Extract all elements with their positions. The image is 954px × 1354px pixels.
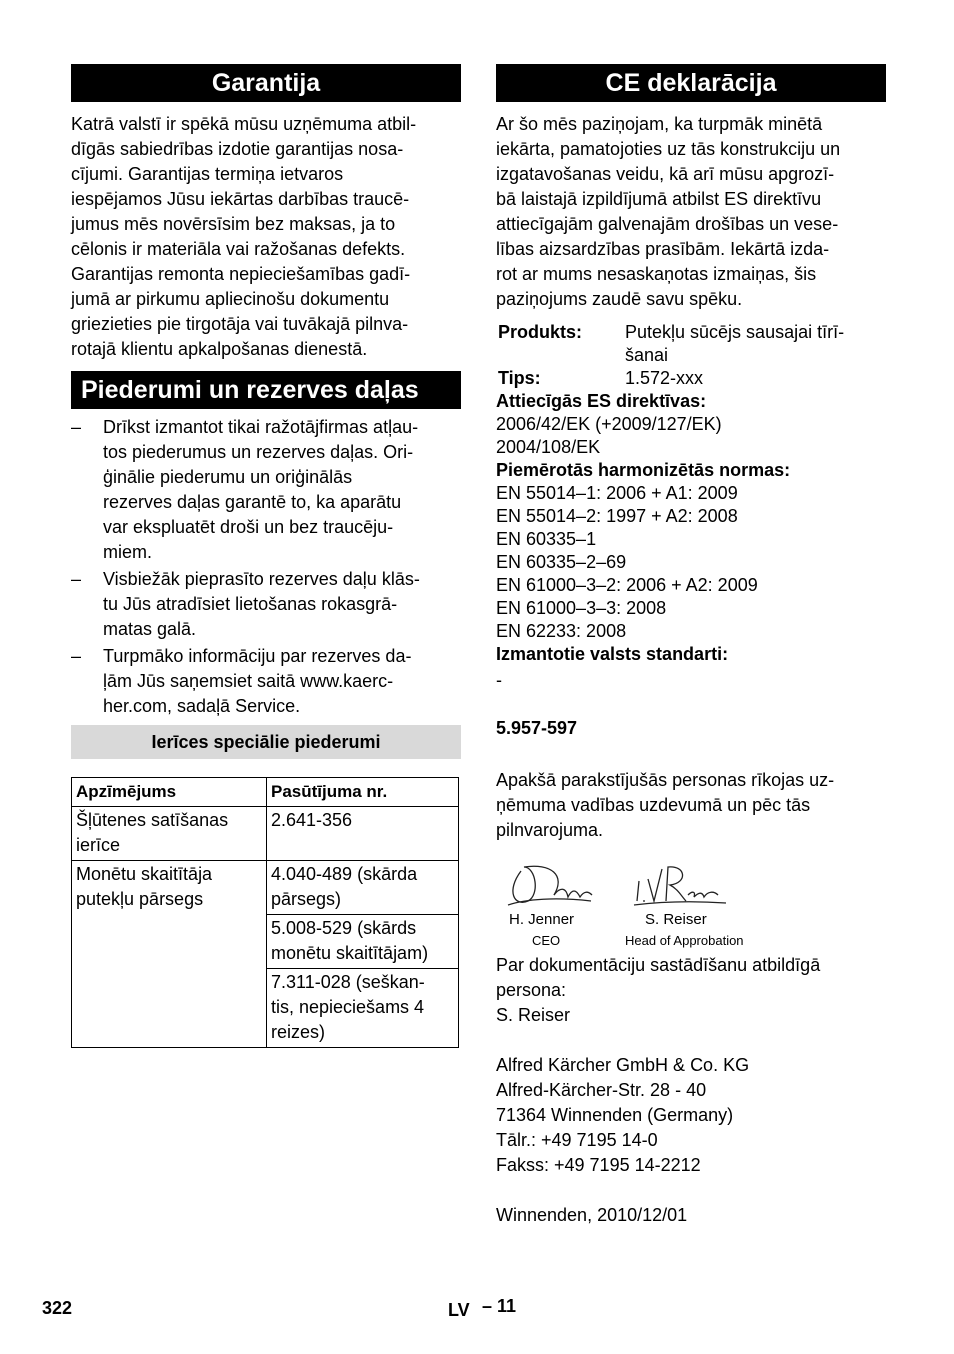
text-line: bā laistajā izpildījumā atbilst ES direktīvu <box>496 189 822 209</box>
type-label: Tips: <box>498 368 541 388</box>
language-code: LV <box>448 1300 470 1320</box>
text-line: iespējamos Jūsu iekārtas darbības traucē- <box>71 189 410 209</box>
text-line: var ekspluatēt droši un bez traucēju- <box>103 517 394 537</box>
signer-role: Head of Approbation <box>625 933 744 948</box>
national-standards-label: Izmantotie valsts standarti: <box>496 644 729 664</box>
norm-item: EN 60335–2–69 <box>496 552 627 572</box>
text-line: ņēmuma vadības uzdevumā un pēc tās <box>496 795 811 815</box>
text-line: Šļūtenes satīšanas <box>76 810 229 830</box>
list-item <box>71 415 461 565</box>
text-line: putekļu pārsegs <box>76 889 204 909</box>
type-value: 1.572-xxx <box>625 368 704 388</box>
norm-item: EN 61000–3–3: 2008 <box>496 598 667 618</box>
directive-item: 2004/108/EK <box>496 437 601 457</box>
text-line: Monētu skaitītāja <box>76 864 213 884</box>
text-line: Fakss: +49 7195 14-2212 <box>496 1155 701 1175</box>
text-line: Ar šo mēs paziņojam, ka turpmāk minētā <box>496 114 823 134</box>
directive-item: 2006/42/EK (+2009/127/EK) <box>496 414 722 434</box>
text-line: jumus mēs novērsīsim bez maksas, ja to <box>71 214 396 234</box>
spec-row-type <box>496 367 886 390</box>
accessories-table <box>71 777 459 1048</box>
text-line: šanai <box>625 345 669 365</box>
garantija-text <box>71 112 461 362</box>
text-line: S. Reiser <box>496 1005 571 1025</box>
signer-name: S. Reiser <box>645 911 707 928</box>
text-line: izgatavošanas veidu, kā arī mūsu apgrozī- <box>496 164 835 184</box>
text-line: paziņojums zaudē savu spēku. <box>496 289 743 309</box>
text-line: tis, nepieciešams 4 <box>271 997 425 1017</box>
signature-jenner <box>508 866 592 905</box>
signer-name: H. Jenner <box>509 911 575 928</box>
spec-row-product <box>496 321 886 367</box>
signer-role: CEO <box>532 933 561 948</box>
text-line: miem. <box>103 542 152 562</box>
page-number: 322 <box>42 1298 73 1318</box>
text-line: Garantijas remonta nepieciešamības gadī- <box>71 264 411 284</box>
norm-item: EN 62233: 2008 <box>496 621 627 641</box>
text-line: Visbiežāk pieprasīto rezerves daļu klās- <box>103 569 420 589</box>
text-line: pilnvarojuma. <box>496 820 604 840</box>
list-item <box>71 567 461 642</box>
product-spec <box>496 321 886 740</box>
signatures-block <box>496 861 886 953</box>
dash-bullet: – <box>71 417 82 437</box>
table-cell <box>267 861 459 915</box>
text-line: 2.641-356 <box>271 810 353 830</box>
table-row <box>72 861 459 915</box>
table-row <box>72 807 459 861</box>
text-line: Katrā valstī ir spēkā mūsu uzņēmuma atbil- <box>71 114 417 134</box>
text-line: cēlonis ir materiāla vai ražošanas defekts. <box>71 239 406 259</box>
text-line: Apakšā parakstījušās personas rīkojas uz- <box>496 770 835 790</box>
table-cell <box>267 915 459 969</box>
text-line: her.com, sadaļā Service. <box>103 696 301 716</box>
national-standards-value: - <box>496 670 502 690</box>
norms-label: Piemērotās harmonizētās normas: <box>496 460 791 480</box>
column-header: Apzīmējums <box>72 778 267 807</box>
ce-heading: CE deklarācija <box>496 64 886 102</box>
text-line: griezieties pie tirgotāja vai tuvākajā pilnva- <box>71 314 409 334</box>
local-page-number: – 11 <box>482 1296 517 1316</box>
text-line: ļām Jūs saņemsiet saitā www.kaerc- <box>103 671 394 691</box>
list-item <box>71 644 461 719</box>
place-date: Winnenden, 2010/12/01 <box>496 1205 688 1225</box>
text-line: attiecīgajām galvenajām drošības un vese- <box>496 214 839 234</box>
text-line: tos piederumus un rezerves daļas. Ori- <box>103 442 414 462</box>
right-column <box>496 64 886 1228</box>
table-header-row <box>72 778 459 807</box>
text-line: 5.008-529 (skārds <box>271 918 417 938</box>
text-line: tu Jūs atradīsiet lietošanas rokasgrā- <box>103 594 398 614</box>
text-line: monētu skaitītājam) <box>271 943 429 963</box>
norm-item: EN 61000–3–2: 2006 + A2: 2009 <box>496 575 758 595</box>
left-column <box>71 64 461 1048</box>
table-cell <box>267 969 459 1048</box>
piederumi-heading: Piederumi un rezerves daļas <box>71 371 461 409</box>
text-line: Par dokumentāciju sastādīšanu atbildīgā <box>496 955 821 975</box>
text-line: matas galā. <box>103 619 197 639</box>
text-line: persona: <box>496 980 567 1000</box>
text-line: reizes) <box>271 1022 326 1042</box>
text-line: pārsegs) <box>271 889 342 909</box>
piederumi-list <box>71 415 461 719</box>
text-line: Alfred Kärcher GmbH & Co. KG <box>496 1055 750 1075</box>
table-cell <box>267 807 459 861</box>
text-line: Tālr.: +49 7195 14-0 <box>496 1130 658 1150</box>
company-address <box>496 1053 886 1178</box>
norm-item: EN 60335–1 <box>496 529 597 549</box>
norm-item: EN 55014–1: 2006 + A1: 2009 <box>496 483 738 503</box>
column-header: Pasūtījuma nr. <box>267 778 459 807</box>
text-line: lības aizsardzības prasībām. Iekārtā izda- <box>496 239 830 259</box>
dash-bullet: – <box>71 646 82 666</box>
text-line: ierīce <box>76 835 121 855</box>
norm-item: EN 55014–2: 1997 + A2: 2008 <box>496 506 738 526</box>
text-line: cījumi. Garantijas termiņa ietvaros <box>71 164 344 184</box>
text-line: 7.311-028 (seškan- <box>271 972 425 992</box>
text-line: Drīkst izmantot tikai ražotājfirmas atļau- <box>103 417 419 437</box>
text-line: Putekļu sūcējs sausajai tīrī- <box>625 322 845 342</box>
doc-person <box>496 953 886 1028</box>
text-line: ģinālie piederumu un oriģinālās <box>103 467 353 487</box>
document-number: 5.957-597 <box>496 718 578 738</box>
ce-intro-text <box>496 112 886 312</box>
table-cell <box>72 861 267 1048</box>
product-value <box>625 321 844 367</box>
garantija-heading: Garantija <box>71 64 461 102</box>
signers-intro <box>496 768 886 843</box>
text-line: rezerves daļas garantē to, ka aparātu <box>103 492 402 512</box>
text-line: iekārta, pamatojoties uz tās konstrukciju un <box>496 139 841 159</box>
text-line: 4.040-489 (skārda <box>271 864 418 884</box>
text-line: rotajā klientu apkalpošanas dienestā. <box>71 339 368 359</box>
signature-images <box>496 861 756 913</box>
directives-label: Attiecīgās ES direktīvas: <box>496 391 707 411</box>
product-label: Produkts: <box>498 322 583 342</box>
text-line: dīgās sabiedrības izdotie garantijas nosa- <box>71 139 404 159</box>
text-line: Turpmāko informāciju par rezerves da- <box>103 646 412 666</box>
signature-reiser <box>634 867 726 905</box>
text-line: rot ar mums nesaskaņotas izmaiņas, šis <box>496 264 817 284</box>
dash-bullet: – <box>71 569 82 589</box>
text-line: jumā ar pirkumu apliecinošu dokumentu <box>71 289 390 309</box>
table-cell <box>72 807 267 861</box>
text-line: Alfred-Kärcher-Str. 28 - 40 <box>496 1080 707 1100</box>
text-line: 71364 Winnenden (Germany) <box>496 1105 734 1125</box>
special-accessories-heading: Ierīces speciālie piederumi <box>71 725 461 759</box>
